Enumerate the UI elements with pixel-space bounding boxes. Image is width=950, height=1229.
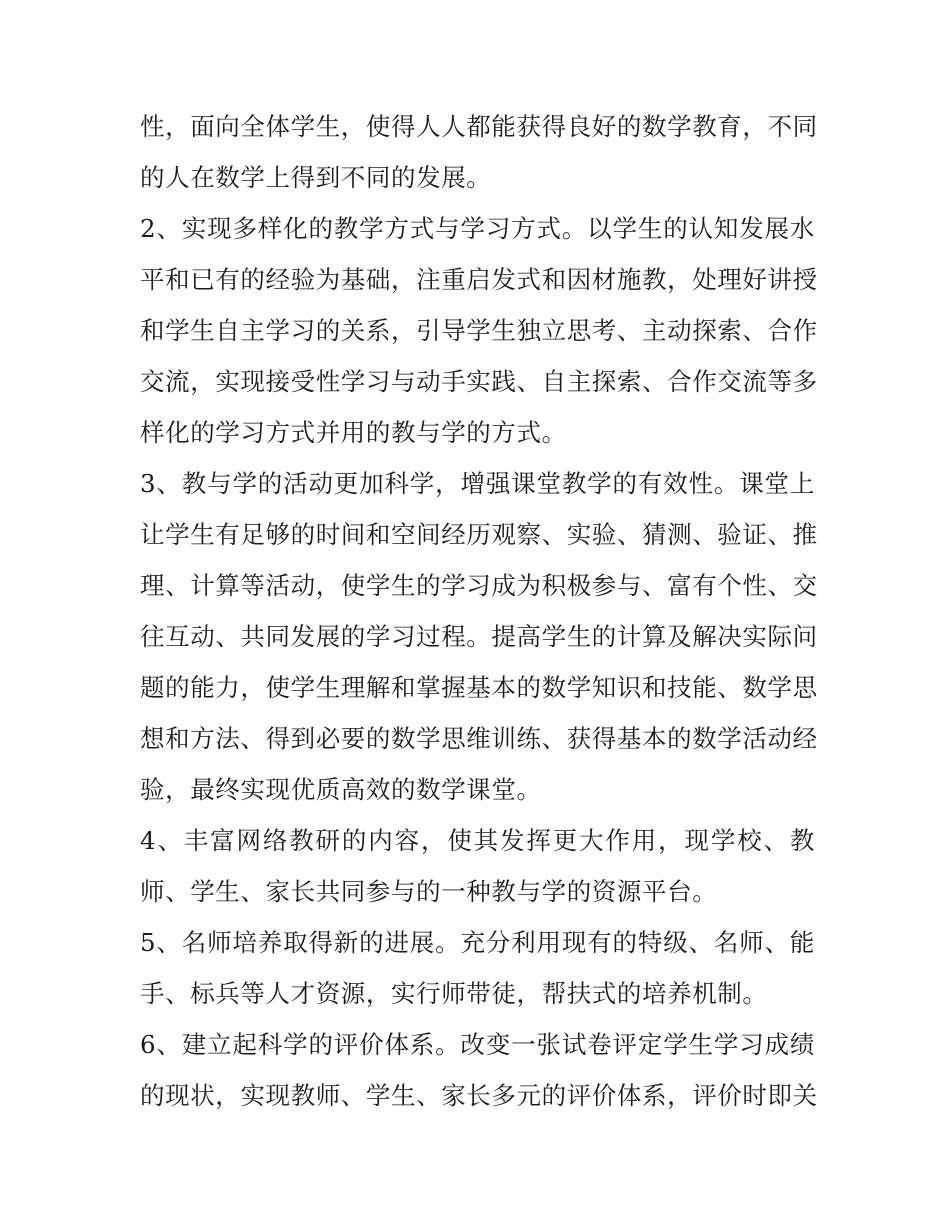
text-line: 2、实现多样化的教学方式与学习方式。以学生的认知发展水: [140, 214, 815, 243]
text-line: 性，面向全体学生，使得人人都能获得良好的数学教育，不同: [140, 112, 818, 141]
text-line: 往互动、共同发展的学习过程。提高学生的计算及解决实际问: [140, 622, 818, 651]
text-line: 交流，实现接受性学习与动手实践、自主探索、合作交流等多: [140, 367, 818, 396]
text-line: 理、计算等活动，使学生的学习成为积极参与、富有个性、交: [140, 571, 818, 600]
paragraph-continuation: [140, 101, 818, 203]
paragraph-item-5: [140, 917, 815, 1019]
paragraph-item-2: [140, 203, 818, 458]
text-line: 题的能力，使学生理解和掌握基本的数学知识和技能、数学思: [140, 673, 818, 702]
text-line: 的人在数学上得到不同的发展。: [140, 163, 492, 192]
text-line: 4、丰富网络教研的内容，使其发挥更大作用，现学校、教: [140, 826, 815, 855]
document-body: [140, 101, 818, 1121]
text-line: 验，最终实现优质高效的数学课堂。: [140, 775, 542, 804]
text-line: 平和已有的经验为基础，注重启发式和因材施教，处理好讲授: [140, 265, 818, 294]
text-line: 手、标兵等人才资源，实行师带徒，帮扶式的培养机制。: [140, 979, 768, 1008]
paragraph-item-4: [140, 815, 815, 917]
text-line: 想和方法、得到必要的数学思维训练、获得基本的数学活动经: [140, 724, 818, 753]
text-line: 3、教与学的活动更加科学，增强课堂教学的有效性。课堂上: [140, 469, 815, 498]
text-line: 6、建立起科学的评价体系。改变一张试卷评定学生学习成绩: [140, 1030, 815, 1059]
paragraph-item-6: [140, 1019, 818, 1121]
paragraph-item-3: [140, 458, 818, 815]
text-line: 师、学生、家长共同参与的一种教与学的资源平台。: [140, 877, 718, 906]
text-line: 的现状，实现教师、学生、家长多元的评价体系，评价时即关: [140, 1081, 818, 1110]
text-line: 和学生自主学习的关系，引导学生独立思考、主动探索、合作: [140, 316, 818, 345]
text-line: 样化的学习方式并用的教与学的方式。: [140, 418, 567, 447]
text-line: 让学生有足够的时间和空间经历观察、实验、猜测、验证、推: [140, 520, 818, 549]
text-line: 5、名师培养取得新的进展。充分利用现有的特级、名师、能: [140, 928, 815, 957]
